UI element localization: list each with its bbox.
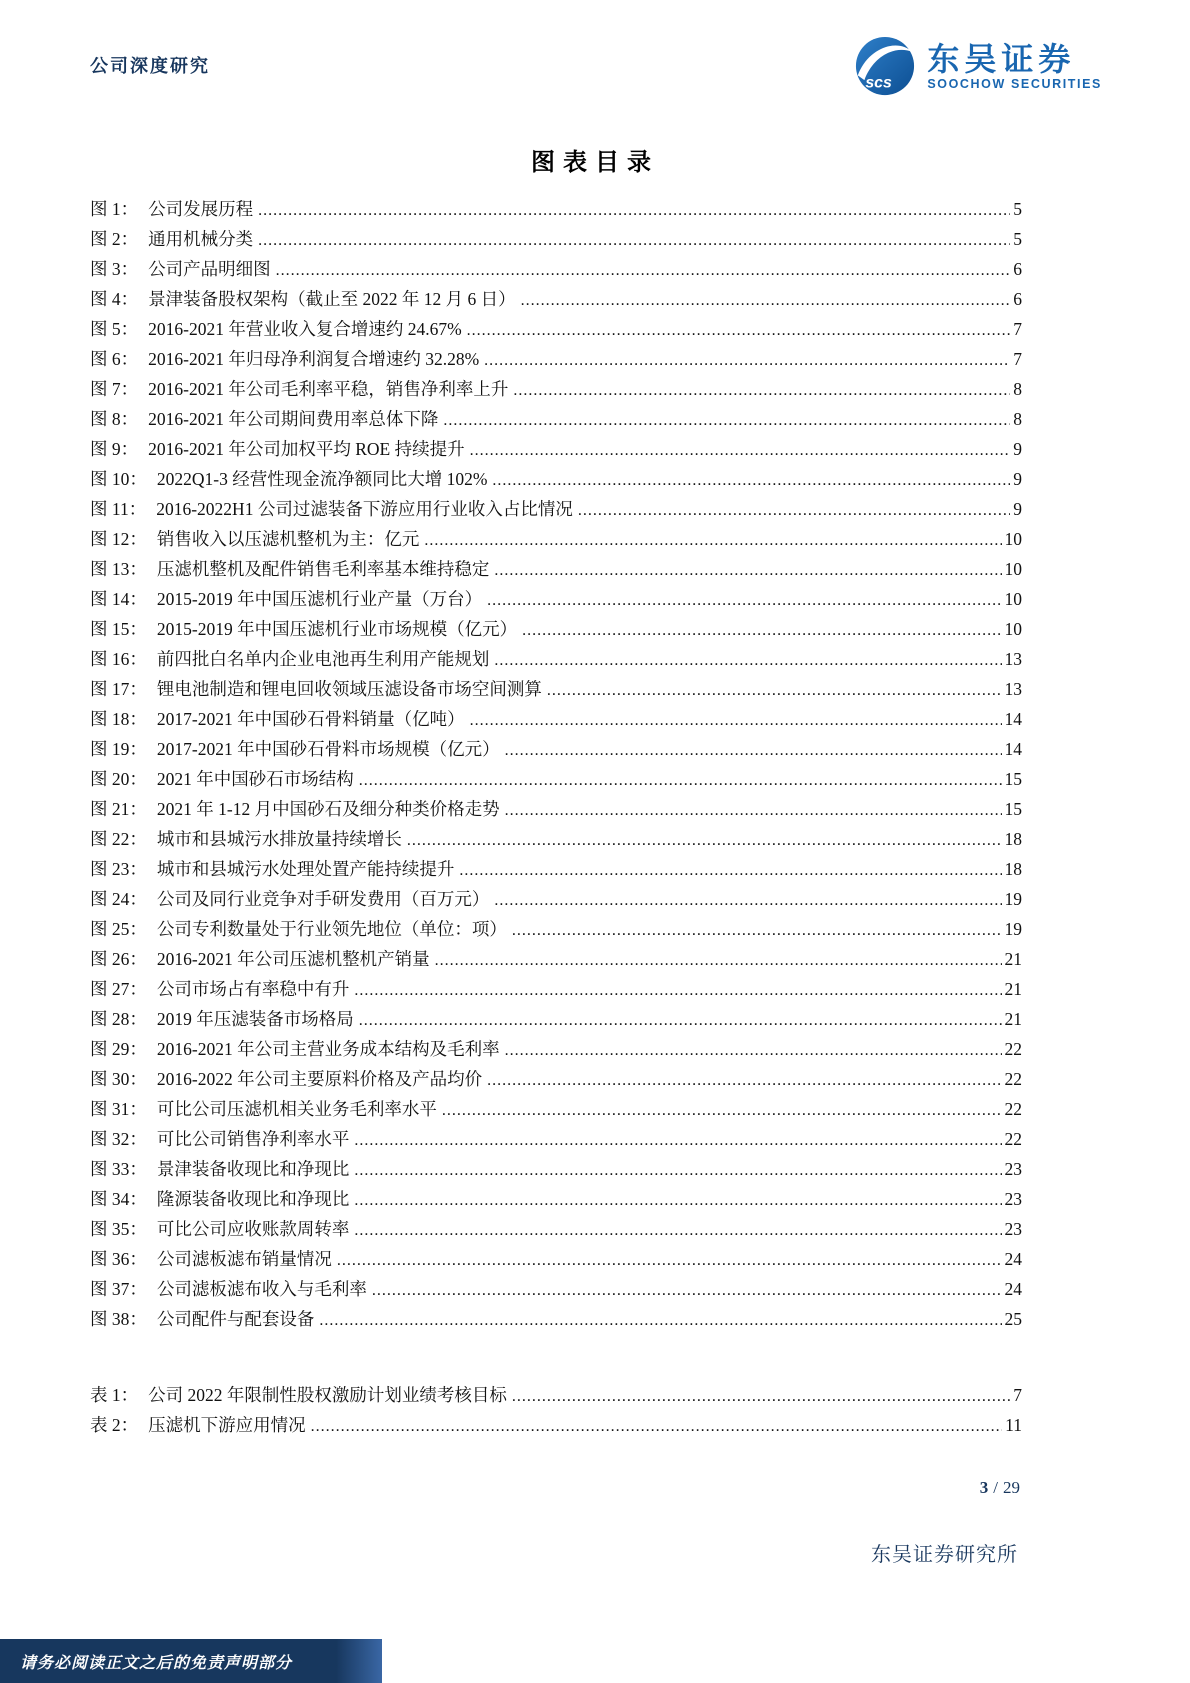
brand-block xyxy=(855,36,1102,96)
toc-item xyxy=(90,495,1022,525)
toc-leader-dots xyxy=(470,705,1002,735)
toc-item xyxy=(90,1035,1022,1065)
toc-item xyxy=(90,765,1022,795)
toc-item-title: 城市和县城污水排放量持续增长 xyxy=(156,829,402,849)
toc-item-page: 19 xyxy=(1004,889,1022,909)
toc-leader-dots xyxy=(354,975,1001,1005)
toc-item-title: 2017-2021 年中国砂石骨料市场规模（亿元） xyxy=(156,739,500,759)
toc-leader-dots xyxy=(505,735,1002,765)
toc-item-label: 图 25： xyxy=(90,919,147,939)
toc-item-title: 公司及同行业竞争对手研发费用（百万元） xyxy=(156,889,490,909)
toc-item xyxy=(90,1185,1022,1215)
toc-item xyxy=(90,345,1022,375)
figure-toc-list xyxy=(0,177,1190,1335)
toc-item xyxy=(90,285,1022,315)
toc-item-title: 隆源装备收现比和净现比 xyxy=(156,1189,350,1209)
toc-leader-dots xyxy=(505,795,1002,825)
toc-item-page: 21 xyxy=(1004,1009,1022,1029)
toc-item-title: 公司市场占有率稳中有升 xyxy=(156,979,350,999)
toc-item-page: 9 xyxy=(1013,439,1022,459)
toc-item-title: 2016-2021 年公司加权平均 ROE 持续提升 xyxy=(148,439,465,459)
toc-item xyxy=(90,375,1022,405)
toc-item-page: 9 xyxy=(1013,499,1022,519)
toc-item-title: 2015-2019 年中国压滤机行业产量（万台） xyxy=(156,589,483,609)
toc-leader-dots xyxy=(494,645,1001,675)
toc-item-page: 23 xyxy=(1004,1189,1022,1209)
page-indicator xyxy=(980,1478,1020,1498)
toc-item-page: 23 xyxy=(1004,1159,1022,1179)
toc-item-page: 8 xyxy=(1013,379,1022,399)
toc-item-label: 图 34： xyxy=(90,1189,147,1209)
toc-leader-dots xyxy=(354,1215,1001,1245)
toc-item-title: 通用机械分类 xyxy=(148,229,254,249)
page-header xyxy=(0,0,1190,96)
toc-item xyxy=(90,675,1022,705)
toc-item xyxy=(90,1065,1022,1095)
toc-item-title: 2016-2021 年归母净利润复合增速约 32.28% xyxy=(148,349,480,369)
toc-item-title: 2016-2021 年营业收入复合增速约 24.67% xyxy=(148,319,462,339)
toc-item xyxy=(90,405,1022,435)
toc-leader-dots xyxy=(354,1125,1001,1155)
toc-item xyxy=(90,615,1022,645)
toc-item-title: 可比公司应收账款周转率 xyxy=(156,1219,350,1239)
toc-item-page: 25 xyxy=(1004,1309,1022,1329)
disclaimer-text: 请务必阅读正文之后的免责声明部分 xyxy=(20,1654,293,1672)
toc-item-title: 2017-2021 年中国砂石骨料销量（亿吨） xyxy=(156,709,465,729)
brand-name-en: SOOCHOW SECURITIES xyxy=(927,77,1102,92)
toc-item-page: 8 xyxy=(1013,409,1022,429)
toc-item xyxy=(90,255,1022,285)
toc-item xyxy=(90,735,1022,765)
toc-item-page: 24 xyxy=(1004,1279,1022,1299)
toc-item-title: 可比公司销售净利率水平 xyxy=(156,1129,350,1149)
toc-item-label: 图 8： xyxy=(90,409,139,429)
toc-item xyxy=(90,585,1022,615)
toc-item-label: 图 35： xyxy=(90,1219,147,1239)
toc-leader-dots xyxy=(354,1185,1001,1215)
toc-item-label: 图 30： xyxy=(90,1069,147,1089)
toc-item-label: 图 18： xyxy=(90,709,147,729)
toc-item xyxy=(90,1411,1022,1441)
toc-leader-dots xyxy=(492,465,1010,495)
toc-item-page: 15 xyxy=(1004,799,1022,819)
toc-item-label: 图 6： xyxy=(90,349,139,369)
toc-item-page: 9 xyxy=(1013,469,1022,489)
toc-item-page: 22 xyxy=(1004,1099,1022,1119)
toc-item xyxy=(90,1215,1022,1245)
toc-leader-dots xyxy=(276,255,1011,285)
toc-item-title: 城市和县城污水处理处置产能持续提升 xyxy=(156,859,455,879)
table-toc-list xyxy=(0,1335,1190,1441)
toc-item-title: 2021 年中国砂石市场结构 xyxy=(156,769,354,789)
toc-item-label: 图 31： xyxy=(90,1099,147,1119)
toc-item xyxy=(90,945,1022,975)
toc-item-page: 6 xyxy=(1013,259,1022,279)
toc-title: 图表目录 xyxy=(531,150,659,176)
toc-item-label: 图 9： xyxy=(90,439,139,459)
toc-leader-dots xyxy=(359,765,1002,795)
toc-leader-dots xyxy=(487,585,1001,615)
toc-leader-dots xyxy=(578,495,1010,525)
toc-leader-dots xyxy=(337,1245,1002,1275)
toc-item-title: 2021 年 1-12 月中国砂石及细分种类价格走势 xyxy=(156,799,500,819)
toc-item-page: 6 xyxy=(1013,289,1022,309)
toc-item-page: 21 xyxy=(1004,979,1022,999)
toc-item-label: 图 23： xyxy=(90,859,147,879)
toc-item-label: 图 21： xyxy=(90,799,147,819)
toc-item xyxy=(90,1381,1022,1411)
toc-item-page: 22 xyxy=(1004,1069,1022,1089)
toc-item xyxy=(90,1095,1022,1125)
toc-leader-dots xyxy=(521,285,1011,315)
toc-item-title: 锂电池制造和锂电回收领域压滤设备市场空间测算 xyxy=(156,679,542,699)
toc-leader-dots xyxy=(487,1065,1001,1095)
toc-item-label: 图 16： xyxy=(90,649,147,669)
toc-item-label: 图 12： xyxy=(90,529,147,549)
toc-item-page: 18 xyxy=(1004,859,1022,879)
toc-item xyxy=(90,975,1022,1005)
toc-item-label: 图 26： xyxy=(90,949,147,969)
toc-item-page: 7 xyxy=(1013,319,1022,339)
toc-item-label: 图 15： xyxy=(90,619,147,639)
toc-item xyxy=(90,435,1022,465)
toc-item xyxy=(90,705,1022,735)
toc-item-title: 2016-2021 年公司期间费用率总体下降 xyxy=(148,409,439,429)
toc-item-title: 2015-2019 年中国压滤机行业市场规模（亿元） xyxy=(156,619,518,639)
toc-item xyxy=(90,1125,1022,1155)
toc-item-label: 图 36： xyxy=(90,1249,147,1269)
toc-item-page: 22 xyxy=(1004,1039,1022,1059)
toc-item xyxy=(90,885,1022,915)
toc-item xyxy=(90,555,1022,585)
toc-item xyxy=(90,825,1022,855)
toc-item xyxy=(90,855,1022,885)
toc-item-page: 7 xyxy=(1013,349,1022,369)
toc-item xyxy=(90,1005,1022,1035)
toc-leader-dots xyxy=(359,1005,1002,1035)
toc-item xyxy=(90,1275,1022,1305)
toc-item-page: 11 xyxy=(1005,1415,1022,1435)
toc-item-title: 2016-2021 年公司毛利率平稳，销售净利率上升 xyxy=(148,379,509,399)
toc-leader-dots xyxy=(547,675,1002,705)
toc-item xyxy=(90,465,1022,495)
toc-leader-dots xyxy=(459,855,1001,885)
toc-leader-dots xyxy=(494,555,1001,585)
toc-item-label: 图 3： xyxy=(90,259,139,279)
toc-item-page: 23 xyxy=(1004,1219,1022,1239)
toc-item-label: 图 17： xyxy=(90,679,147,699)
report-category-label: 公司深度研究 xyxy=(90,56,210,76)
toc-item xyxy=(90,1155,1022,1185)
toc-leader-dots xyxy=(522,615,1001,645)
toc-item-label: 表 2： xyxy=(90,1415,139,1435)
toc-item-page: 22 xyxy=(1004,1129,1022,1149)
toc-item-label: 图 4： xyxy=(90,289,139,309)
disclaimer-bar xyxy=(0,1639,382,1683)
toc-item-page: 10 xyxy=(1004,589,1022,609)
toc-leader-dots xyxy=(443,405,1010,435)
toc-leader-dots xyxy=(372,1275,1002,1305)
toc-leader-dots xyxy=(435,945,1002,975)
toc-item-label: 图 29： xyxy=(90,1039,147,1059)
toc-item-label: 图 33： xyxy=(90,1159,147,1179)
toc-item-page: 7 xyxy=(1013,1385,1022,1405)
toc-leader-dots xyxy=(258,195,1010,225)
toc-item-page: 13 xyxy=(1004,649,1022,669)
toc-item-page: 14 xyxy=(1004,739,1022,759)
institute-label: 东吴证券研究所 xyxy=(871,1544,1018,1566)
toc-item-title: 2016-2022 年公司主要原料价格及产品均价 xyxy=(156,1069,483,1089)
toc-item xyxy=(90,915,1022,945)
toc-leader-dots xyxy=(470,435,1011,465)
toc-item-page: 13 xyxy=(1004,679,1022,699)
toc-item-title: 2019 年压滤装备市场格局 xyxy=(156,1009,354,1029)
toc-item-page: 19 xyxy=(1004,919,1022,939)
toc-item-page: 24 xyxy=(1004,1249,1022,1269)
toc-leader-dots xyxy=(512,915,1002,945)
toc-item-title: 公司专利数量处于行业领先地位（单位：项） xyxy=(156,919,507,939)
toc-item-label: 图 20： xyxy=(90,769,147,789)
toc-item-label: 图 22： xyxy=(90,829,147,849)
toc-item-title: 景津装备收现比和净现比 xyxy=(156,1159,350,1179)
toc-item-label: 图 13： xyxy=(90,559,147,579)
toc-item xyxy=(90,1305,1022,1335)
toc-leader-dots xyxy=(484,345,1010,375)
svg-text:scs: scs xyxy=(865,74,893,92)
toc-item-page: 5 xyxy=(1013,199,1022,219)
toc-leader-dots xyxy=(494,885,1001,915)
brand-name-cn: 东吴证券 xyxy=(927,40,1076,77)
toc-item xyxy=(90,645,1022,675)
toc-leader-dots xyxy=(467,315,1011,345)
toc-item xyxy=(90,525,1022,555)
toc-item xyxy=(90,225,1022,255)
toc-item xyxy=(90,1245,1022,1275)
toc-item-title: 公司滤板滤布销量情况 xyxy=(156,1249,332,1269)
toc-item-label: 图 14： xyxy=(90,589,147,609)
toc-item-page: 15 xyxy=(1004,769,1022,789)
toc-item-title: 2016-2021 年公司主营业务成本结构及毛利率 xyxy=(156,1039,500,1059)
toc-item-label: 图 19： xyxy=(90,739,147,759)
toc-item-title: 公司 2022 年限制性股权激励计划业绩考核目标 xyxy=(148,1385,507,1405)
toc-leader-dots xyxy=(442,1095,1002,1125)
toc-item-page: 10 xyxy=(1004,559,1022,579)
toc-item-title: 销售收入以压滤机整机为主：亿元 xyxy=(156,529,420,549)
toc-leader-dots xyxy=(311,1411,1003,1441)
toc-item-title: 景津装备股权架构（截止至 2022 年 12 月 6 日） xyxy=(148,289,516,309)
toc-item-page: 14 xyxy=(1004,709,1022,729)
page-current: 3 xyxy=(979,1478,989,1497)
toc-item-label: 图 37： xyxy=(90,1279,147,1299)
toc-item-title: 2016-2022H1 公司过滤装备下游应用行业收入占比情况 xyxy=(156,499,573,519)
toc-item-label: 图 27： xyxy=(90,979,147,999)
toc-item-page: 18 xyxy=(1004,829,1022,849)
toc-item-page: 5 xyxy=(1013,229,1022,249)
toc-item-page: 10 xyxy=(1004,529,1022,549)
toc-item-label: 图 32： xyxy=(90,1129,147,1149)
toc-item-label: 图 38： xyxy=(90,1309,147,1329)
toc-item-title: 2022Q1-3 经营性现金流净额同比大增 102% xyxy=(156,469,488,489)
toc-item-title: 可比公司压滤机相关业务毛利率水平 xyxy=(156,1099,437,1119)
toc-leader-dots xyxy=(512,1381,1010,1411)
toc-leader-dots xyxy=(407,825,1002,855)
toc-item-title: 2016-2021 年公司压滤机整机产销量 xyxy=(156,949,430,969)
toc-item-label: 图 7： xyxy=(90,379,139,399)
page-separator: / xyxy=(993,1478,998,1497)
toc-leader-dots xyxy=(505,1035,1002,1065)
toc-item-title: 前四批白名单内企业电池再生利用产能规划 xyxy=(156,649,490,669)
toc-item-label: 图 24： xyxy=(90,889,147,909)
toc-item-label: 表 1： xyxy=(90,1385,139,1405)
toc-leader-dots xyxy=(424,525,1001,555)
toc-item-label: 图 2： xyxy=(90,229,139,249)
toc-item-title: 压滤机下游应用情况 xyxy=(148,1415,306,1435)
toc-leader-dots xyxy=(354,1155,1001,1185)
toc-item-title: 公司配件与配套设备 xyxy=(156,1309,315,1329)
soochow-logo-icon xyxy=(855,36,915,96)
toc-item-label: 图 5： xyxy=(90,319,139,339)
toc-item-page: 10 xyxy=(1004,619,1022,639)
toc-leader-dots xyxy=(258,225,1010,255)
toc-item-title: 公司滤板滤布收入与毛利率 xyxy=(156,1279,367,1299)
toc-item-label: 图 28： xyxy=(90,1009,147,1029)
toc-item-title: 公司产品明细图 xyxy=(148,259,271,279)
toc-item-page: 21 xyxy=(1004,949,1022,969)
toc-item-label: 图 10： xyxy=(90,469,147,489)
toc-item-label: 图 11： xyxy=(90,499,147,519)
toc-leader-dots xyxy=(513,375,1010,405)
page-total: 29 xyxy=(1003,1478,1020,1497)
toc-item xyxy=(90,315,1022,345)
toc-item-title: 压滤机整机及配件销售毛利率基本维持稳定 xyxy=(156,559,490,579)
toc-item xyxy=(90,195,1022,225)
toc-leader-dots xyxy=(319,1305,1001,1335)
toc-item xyxy=(90,795,1022,825)
toc-item-label: 图 1： xyxy=(90,199,139,219)
brand-text xyxy=(927,41,1102,92)
toc-item-title: 公司发展历程 xyxy=(148,199,254,219)
